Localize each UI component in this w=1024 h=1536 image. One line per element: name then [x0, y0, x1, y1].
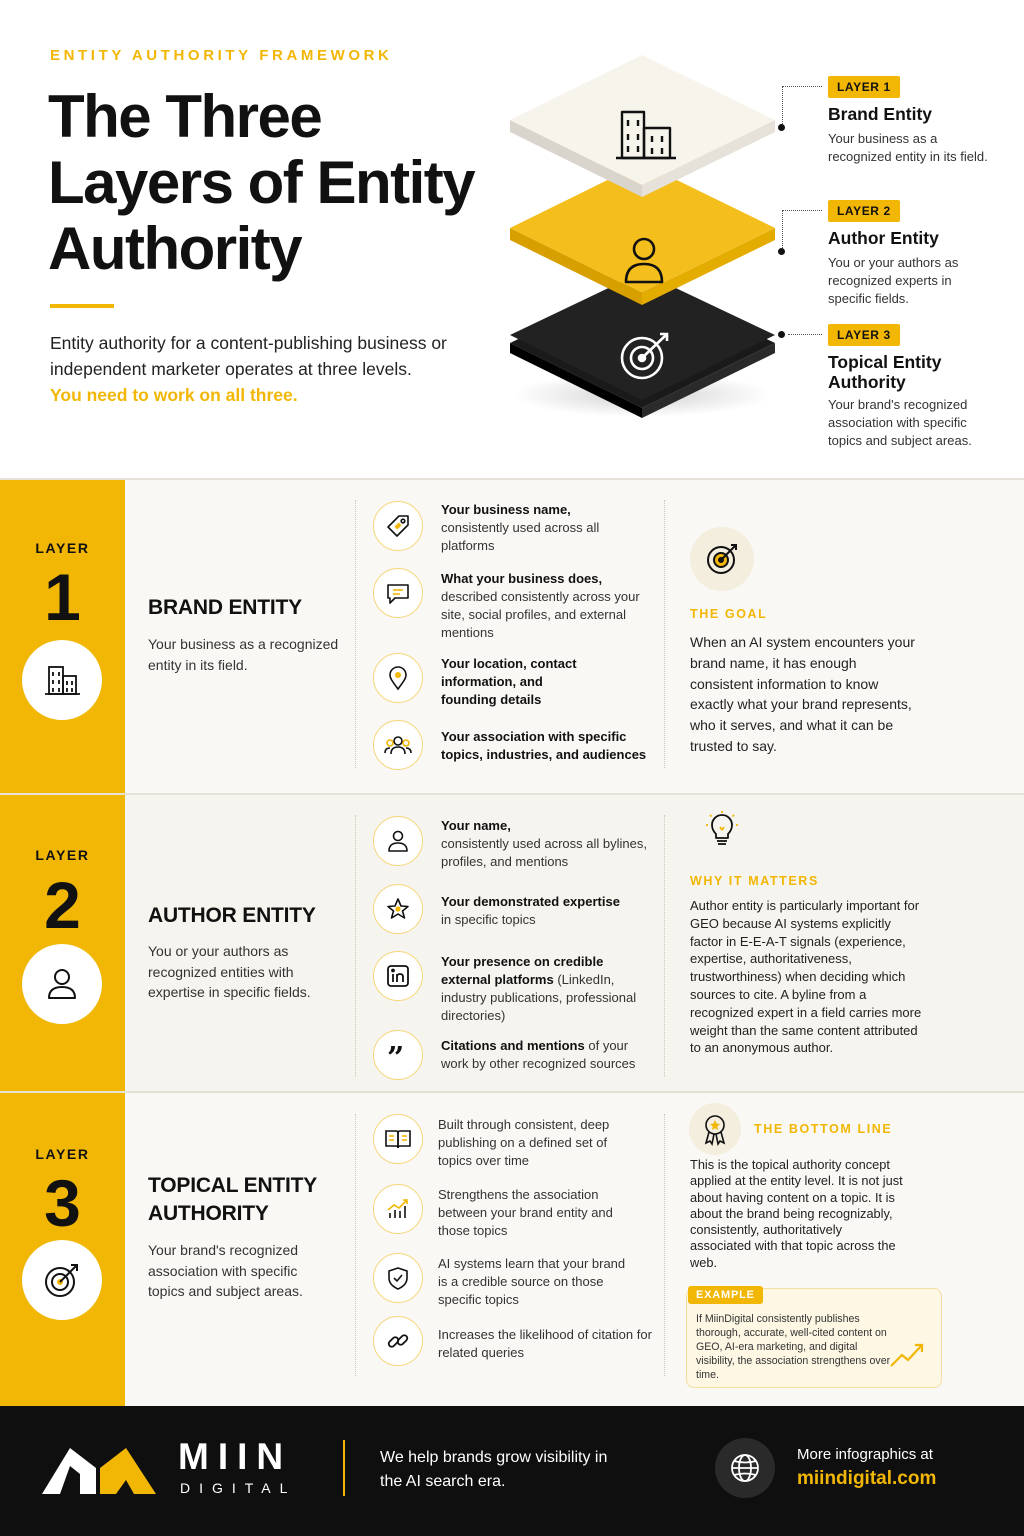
layer-label: LAYER — [35, 540, 90, 556]
svg-text:”: ” — [387, 1042, 405, 1068]
list-item: Increases the likelihood of citation for related queries — [438, 1327, 652, 1360]
column-divider — [355, 815, 356, 1077]
globe-icon — [715, 1438, 775, 1498]
intro-highlight: You need to work on all three. — [50, 385, 298, 405]
layer-3-tag: LAYER 3 — [828, 324, 900, 346]
header — [0, 0, 1024, 478]
column-divider — [355, 500, 356, 768]
intro-body: Entity authority for a content-publishing business or independent marketer operates at three levels. — [50, 333, 447, 379]
layer-stack-illustration — [500, 50, 800, 430]
target-icon-badge — [22, 1240, 102, 1320]
goal-text: When an AI system encounters your brand name, it has enough consistent information to know exactly what your brand represents, who it serves, and what it can be trusted to say. — [690, 634, 915, 754]
connector-2-v — [782, 210, 783, 250]
column-divider — [664, 500, 665, 768]
connector-1 — [782, 86, 822, 87]
section-desc: Your brand's recognized association with specific topics and subject areas. — [148, 1242, 303, 1299]
list-item: Your presence on credible external platforms (LinkedIn, industry publications, professional directories) — [441, 954, 637, 1023]
layer-1-desc: Your business as a recognized entity in its field. — [828, 131, 988, 164]
person-icon — [42, 964, 82, 1004]
chat-icon — [373, 568, 423, 618]
tagline: We help brands grow visibility in the AI search era. — [380, 1449, 608, 1490]
layer-number: 3 — [44, 1166, 81, 1240]
example-text: If MiinDigital consistently publishes thorough, accurate, well-cited content on GEO, AI-era marketing, and digital visibility, the association strengthens over time. — [696, 1313, 891, 1381]
connector-1-v — [782, 86, 783, 126]
list-item: AI systems learn that your brand is a credible source on those specific topics — [438, 1256, 626, 1307]
list-item: Your name, consistently used across all bylines, profiles, and mentions — [441, 818, 647, 869]
group-icon — [373, 720, 423, 770]
connector-2 — [782, 210, 822, 211]
shield-check-icon — [373, 1253, 423, 1303]
footer-divider — [343, 1440, 345, 1496]
brand-sub: DIGITAL — [180, 1480, 297, 1496]
column-divider — [664, 1114, 665, 1376]
layer-label: LAYER — [35, 1146, 90, 1162]
column-divider — [664, 815, 665, 1077]
connector-dot-3 — [778, 331, 785, 338]
book-icon — [373, 1114, 423, 1164]
list-item: Strengthens the association between your brand entity and those topics — [438, 1187, 613, 1238]
connector-3 — [788, 334, 822, 335]
star-icon — [373, 884, 423, 934]
layer-2-tag: LAYER 2 — [828, 200, 900, 222]
why-it-matters-text: Author entity is particularly important for GEO because AI systems explicitly factor in E-E-A-T signals (experience, expertise, authoritativeness, trustworthiness) when deciding which sources to cite. A byline from a recognized expert in a field carries more weight than the same content attributed to an anonymous author. — [690, 898, 922, 1056]
title-rule — [50, 304, 114, 308]
trend-up-icon — [888, 1340, 928, 1370]
target-icon — [690, 527, 754, 591]
link-icon — [373, 1316, 423, 1366]
layer-1-tag: LAYER 1 — [828, 76, 900, 98]
layer-number: 1 — [44, 560, 81, 634]
intro-text — [50, 330, 470, 408]
eyebrow: ENTITY AUTHORITY FRAMEWORK — [50, 47, 393, 64]
column-divider — [355, 1114, 356, 1376]
building-icon-badge — [22, 640, 102, 720]
award-ribbon-icon — [689, 1103, 741, 1155]
divider — [0, 478, 1024, 480]
bottom-line-text: This is the topical authority concept applied at the entity level. It is not just about having content on a topic. It is about the brand being recognizably, consistently, authoritatively associated with that topic across the web. — [690, 1157, 903, 1270]
section-title: AUTHOR ENTITY — [148, 904, 316, 927]
goal-heading: THE GOAL — [690, 607, 768, 621]
layer-1-name: Brand Entity — [828, 104, 933, 124]
divider — [0, 1091, 1024, 1093]
more-infographics-label: More infographics at — [797, 1446, 933, 1463]
person-icon-badge — [22, 944, 102, 1024]
layer-2-name: Author Entity — [828, 228, 939, 248]
example-tag: EXAMPLE — [688, 1286, 763, 1304]
section-title: BRAND ENTITY — [148, 596, 302, 619]
list-item: Your association with specific topics, industries, and audiences — [441, 729, 647, 762]
person-icon — [373, 816, 423, 866]
linkedin-icon — [373, 951, 423, 1001]
connector-dot-2 — [778, 248, 785, 255]
target-icon — [41, 1259, 83, 1301]
lightbulb-icon — [694, 802, 750, 858]
layer-number: 2 — [44, 868, 81, 942]
list-item: What your business does, described consistently across your site, social profiles, and external mentions — [441, 571, 640, 640]
layer-bar — [0, 794, 125, 1092]
list-item: Your location, contact information, and founding details — [441, 656, 577, 707]
website-link[interactable]: miindigital.com — [797, 1468, 937, 1489]
layer-label: LAYER — [35, 847, 90, 863]
quote-icon — [373, 1030, 423, 1080]
location-pin-icon — [373, 653, 423, 703]
why-it-matters-heading: WHY IT MATTERS — [690, 874, 819, 888]
section-desc: You or your authors as recognized entities with expertise in specific fields. — [148, 943, 311, 1000]
connector-dot-1 — [778, 124, 785, 131]
tag-icon — [373, 501, 423, 551]
layer-bar — [0, 478, 125, 794]
layer-1-tile — [510, 55, 775, 197]
section-desc: Your business as a recognized entity in its field. — [148, 636, 339, 673]
growth-chart-icon — [373, 1184, 423, 1234]
miin-logo-icon — [40, 1444, 158, 1496]
brand-name: MIIN — [178, 1436, 293, 1477]
list-item: Your demonstrated expertise in specific topics — [441, 894, 620, 927]
building-icon — [40, 658, 84, 702]
bottom-line-heading: THE BOTTOM LINE — [754, 1122, 893, 1136]
section-title: TOPICAL ENTITY AUTHORITY — [148, 1174, 317, 1225]
list-item: Built through consistent, deep publishing on a defined set of topics over time — [438, 1117, 610, 1168]
layer-3-desc: Your brand's recognized association with specific topics and subject areas. — [828, 397, 972, 448]
list-item: Citations and mentions of your work by other recognized sources — [441, 1038, 636, 1071]
layer-2-desc: You or your authors as recognized experts in specific fields. — [828, 255, 959, 306]
layer-3-name: Topical Entity Authority — [828, 352, 942, 392]
divider — [0, 793, 1024, 795]
page-title: The Three Layers of Entity Authority — [48, 83, 475, 282]
list-item: Your business name, consistently used across all platforms — [441, 502, 600, 553]
